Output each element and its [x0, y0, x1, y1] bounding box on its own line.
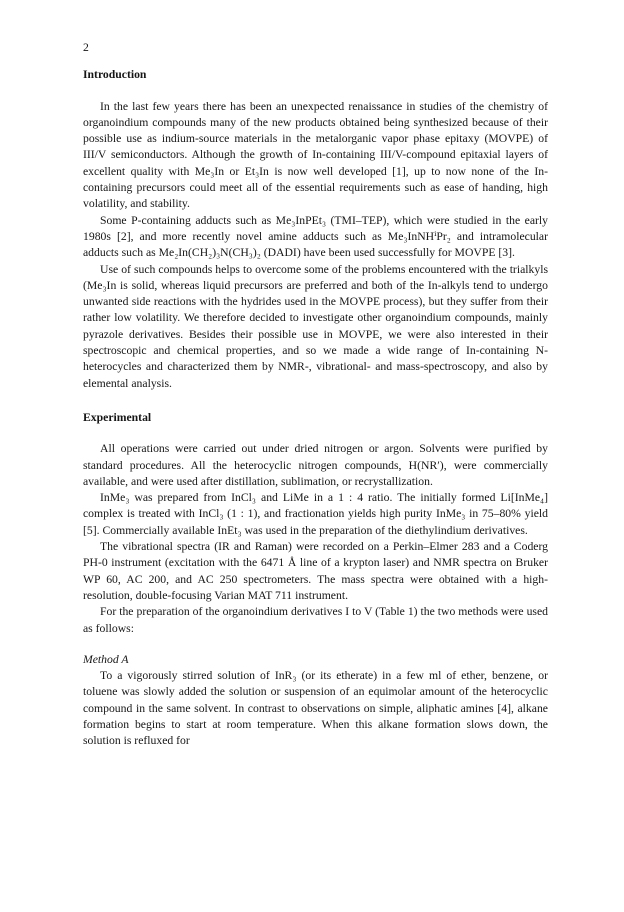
document-page: [83, 40, 548, 750]
introduction-paragraph-2: Some P-containing adducts such as Me₃InPEt₃ (TMI–TEP), which were studied in the early 1980s [2], and more recently novel amine adducts such as Me₃InNHⁱPr₂ and intramolecular adducts such as Me₂In(CH₂)₃N(CH₃)₂ (DADI) have been used successfully for MOVPE [3].: [83, 213, 548, 260]
experimental-paragraph-4: For the preparation of the organoindium derivatives I to V (Table 1) the two methods were used as follows:: [83, 605, 548, 635]
page-number: 2: [83, 41, 89, 54]
introduction-paragraph-3: Use of such compounds helps to overcome some of the problems encountered with the trialkyls (Me₃In is solid, whereas liquid precursors are preferred and both of the In-alkyls tend to undergo unwanted side reactions with the hydrides used in the MOVPE process), but they suffer from their rather low volatility. We therefore decided to investigate other organoindium compounds, mainly pyrazole derivatives. Besides their possible use in MOVPE, we were also interested in their spectroscopic and chemical properties, and so we made a wide range of In-containing N-heterocycles and characterized them by NMR-, vibrational- and mass-spectroscopy, and also by elemental analysis.: [83, 262, 548, 390]
experimental-paragraph-3: The vibrational spectra (IR and Raman) were recorded on a Perkin–Elmer 283 and a Coderg PH-0 instrument (excitation with the 6471 Å line of a krypton laser) and NMR spectra on Bruker WP 60, AC 200, and AC 250 spectrometers. The mass spectra were obtained with a high-resolution, double-focusing Varian MAT 711 instrument.: [83, 540, 548, 602]
experimental-heading: Experimental: [83, 410, 152, 424]
introduction-heading: Introduction: [83, 68, 147, 82]
experimental-paragraph-1: All operations were carried out under dried nitrogen or argon. Solvents were purified by standard procedures. All the heterocyclic nitrogen compounds, H(NR′), were commercially available, and were used after distillation, sublimation, or recrystallization.: [83, 442, 548, 488]
experimental-paragraph-2: InMe₃ was prepared from InCl₃ and LiMe in a 1 : 4 ratio. The initially formed Li[InMe₄] complex is treated with InCl₃ (1 : 1), and fractionation yields high purity InMe₃ in 75–80% yield [5]. Commercially available InEt₃ was used in the preparation of the diethylindium derivatives.: [83, 491, 548, 537]
method-a-heading: Method A: [83, 652, 129, 666]
introduction-paragraph-1: In the last few years there has been an unexpected renaissance in studies of the chemistry of organoindium compounds many of the new products obtained being synthesized because of their possible use as indium-source materials in the metalorganic vapor phase epitaxy (MOVPE) of III/V semiconductors. Although the growth of In-containing III/V-compound epitaxial layers of excellent quality with Me₃In or Et₃In is now well developed [1], up to now none of the In-containing precursors could meet all of the essential requirements such as ease of handing, high volatility, and stability.: [83, 99, 548, 211]
method-a-paragraph: To a vigorously stirred solution of InR₃ (or its etherate) in a few ml of ether, benzene, or toluene was slowly added the solution or suspension of an equimolar amount of the heterocyclic compound in the same solvent. In contrast to observations on simple, aliphatic amines [4], alkane formation begins to start at room temperature. When this alkane formation slows down, the solution is refluxed for: [83, 669, 548, 748]
